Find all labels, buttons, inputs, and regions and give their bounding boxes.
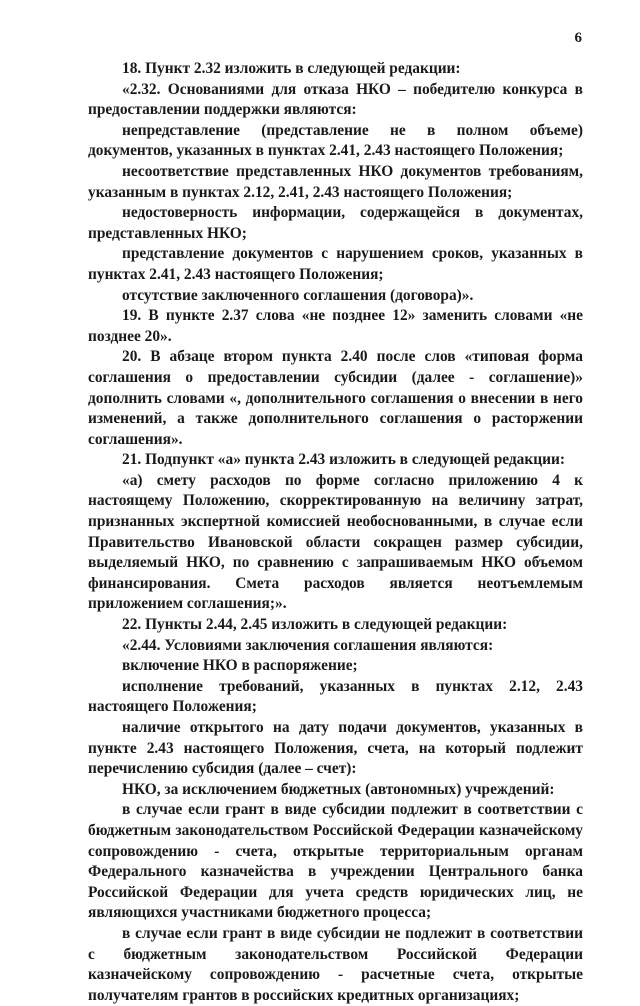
paragraph: «2.32. Основаниями для отказа НКО – победителю конкурса в предоставлении поддержки являются: xyxy=(88,80,583,119)
page-number: 6 xyxy=(574,30,582,46)
paragraph: НКО, за исключением бюджетных (автономных) учреждений: xyxy=(122,780,555,798)
document-body xyxy=(88,59,583,1006)
paragraph: непредставление (представление не в полном объеме) документов, указанных в пунктах 2.41, 2.43 настоящего Положения; xyxy=(88,121,583,160)
paragraph: наличие открытого на дату подачи документов, указанных в пункте 2.43 настоящего Положения, счета, на который подлежит перечислению субсидия (далее – счет): xyxy=(88,719,583,778)
paragraph: «2.44. Условиями заключения соглашения являются: xyxy=(122,636,494,654)
paragraph: 21. Подпункт «а» пункта 2.43 изложить в следующей редакции: xyxy=(122,451,565,469)
paragraph: в случае если грант в виде субсидии подлежит в соответствии с бюджетным законодательством Российской Федерации казначейскому сопровождению - счета, открытые территориальным органам Федерального казначейства в учреждении Центрального банка Российской Федерации для учета средств юридических лиц, не являющихся участниками бюджетного процесса; xyxy=(88,801,583,922)
paragraph: 19. В пункте 2.37 слова «не позднее 12» заменить словами «не позднее 20». xyxy=(88,307,583,345)
paragraph: 20. В абзаце втором пункта 2.40 после слов «типовая форма соглашения о предоставлении субсидии (далее - соглашение)» дополнить словами «, дополнительного соглашения о внесении в него изменений, а также дополнительного соглашения о расторжении соглашения». xyxy=(88,348,583,448)
paragraph: несоответствие представленных НКО документов требованиям, указанным в пунктах 2.12, 2.41, 2.43 настоящего Положения; xyxy=(88,162,583,201)
paragraph: включение НКО в распоряжение; xyxy=(122,657,358,675)
paragraph: 18. Пункт 2.32 изложить в следующей редакции: xyxy=(122,60,461,77)
paragraph: «а) смету расходов по форме согласно приложению 4 к настоящему Положению, скорректированную на величину затрат, признанных экспертной комиссией необоснованными, в случае если Правительство Ивановской области сокращен размер субсидии, выделяемый НКО, по сравнению с запрашиваемым НКО объемом финансирования. Смета расходов является неотъемлемым приложением соглашения;». xyxy=(88,471,583,613)
paragraph: недостоверность информации, содержащейся в документах, представленных НКО; xyxy=(88,204,583,242)
paragraph: 22. Пункты 2.44, 2.45 изложить в следующей редакции: xyxy=(122,616,508,634)
paragraph: отсутствие заключенного соглашения (договора)». xyxy=(122,286,474,304)
paragraph: в случае если грант в виде субсидии не подлежит в соответствии с бюджетным законодательством Российской Федерации казначейскому сопровождению - расчетные счета, открытые получателям грантов в российских кредитных организациях; xyxy=(88,924,583,1004)
paragraph: исполнение требований, указанных в пунктах 2.12, 2.43 настоящего Положения; xyxy=(88,677,583,716)
paragraph: представление документов с нарушением сроков, указанных в пунктах 2.41, 2.43 настоящего Положения; xyxy=(88,245,583,283)
